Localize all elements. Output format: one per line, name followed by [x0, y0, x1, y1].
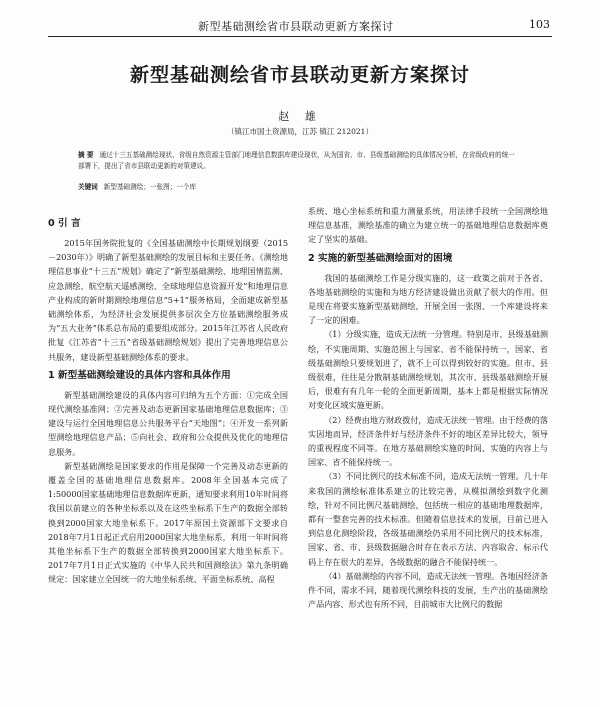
running-header — [48, 14, 552, 37]
author: 赵 雄 — [278, 110, 322, 123]
abstract — [78, 150, 518, 172]
abstract-text: 通过十三五基础测绘现状、省级自然资源主管部门地理信息数据库建设现状，从为国省、市、县级基础测绘的具体情况分析，在省级政府的统一部署下，提出了省市县联动更新的对策建议。 — [78, 151, 515, 170]
right-column — [308, 204, 548, 694]
running-title: 新型基础测绘省市县联动更新方案探讨 — [198, 20, 394, 33]
page-number: 103 — [529, 18, 550, 31]
keywords — [78, 182, 518, 193]
paragraph: （4）基础测绘的内容不同，造成无法统一管理。各地因经济条件不同，需求不同，随着现代测绘科技的发展，生产出的基础测绘产品内容、形式也有所不同，目前城市大比例尺的数据 — [308, 570, 548, 610]
paragraph: 新型基础测绘是国家要求的作用是保障一个完善及动态更新的覆盖全国的基础地理信息数据库。2008年全国基本完成了1:50000国家基础地理信息数据库更新，通知要求利用10年时间将我国以前建立的各种坐标系以及在这些坐标系下生产的数据全部转换到2000国家大地坐标系下。2017年原国土资源部下文要求自2018年7月1日起正式启用2000国家大地坐标系，利用一年时间将其他坐标系下生产的数据全部转换到2000国家大地坐标系下。2017年7月1日正式实施的《中华人民共和国测绘法》第九条明确规定：国家建立全国统一的大地坐标系统、平面坐标系统、高程 — [48, 460, 288, 585]
paragraph: （1）分级实施，造成无法统一分管理。特别是市、县级基础测绘，不实施周期、实施范围上与国家、省不能保持统一，国家、省级基础测绘只要规划进了，就不上可以得到较好的实施。但市、县级很难，往往是分散制基础测绘规划，其次市、县级基础测绘开展后，很难有有几年一轮的全面更新周期，基本上都是根据实际情况对变化区域实施更新。 — [308, 329, 548, 411]
affiliation: （镇江市国土资源局，江苏 镇江 212021） — [227, 127, 373, 136]
keywords-text: 新型基础测绘；一张图；一个库 — [103, 183, 197, 191]
section-heading-2: 2 实施的新型基础测绘面对的困境 — [308, 252, 453, 264]
paragraph: 新型基础测绘建设的具体内容可归纳为五个方面：①完成全国现代测绘基准网；②完善及动态更新国家基础地理信息数据库；③建设与运行全国地理信息公共服务平台“天地图”；④开发一系列新型测绘地理信息产品；⑤向社会、政府和公众提供及优化的地理信息服务。 — [48, 389, 288, 457]
section-heading-1: 1 新型基础测绘建设的具体内容和具体作用 — [48, 369, 231, 381]
keywords-label: 关键词 — [78, 183, 98, 191]
paragraph: 我国的基础测绘工作是分级实施的，这一政策之前对于各省、各地基础测绘的实施和为地方经济建设做出贡献了很大的作用。但是现在将要实施新型基础测绘，开展全国一张图、一个库建设将来了一定的困难。 — [308, 272, 548, 326]
paragraph: 系统、地心坐标系统和重力测量系统，用法律手段统一全国测绘地理信息基准，测绘基准的确立为建立统一的基础地理信息数据库奠定了坚实的基础。 — [308, 206, 548, 245]
paper-title: 新型基础测绘省市县联动更新方案探讨 — [129, 64, 470, 86]
left-column — [48, 210, 288, 700]
paragraph: （2）经费由地方财政拨付，造成无法统一管理。由于经费的落实因地而异，经济条件好与经济条件不好的地区差异比较大，领导的重视程度不同等。在地方基础测绘实施的时间、实施的内容上与国家、省不能保持统一。 — [308, 414, 548, 468]
section-heading-0: 0 引 言 — [48, 218, 81, 229]
paragraph: （3）不同比例尺的技术标准不同，造成无法统一管理。几十年来我国的测绘标准体系建立的比较完善，从模拟测绘到数字化测绘，针对不同比例尺基础测绘，包括统一相应的基础地理数据库，都有一整套完善的技术标准。但随着信息技术的发展，目前已进入到信息化测绘阶段，各级基础测绘仍采用不同比例尺的技术标准，国家、省、市、县级数据融合时存在表示方法、内容取舍、标示代码上存在很大的差异，各级数据的融合不能保持统一。 — [308, 471, 548, 567]
abstract-label: 摘 要 — [78, 151, 94, 159]
paragraph: 2015年国务院批复的《全国基础测绘中长期规划纲要（2015－2030年）》明确了新型基础测绘的发展目标和主要任务。《测绘地理信息事业“十三五”规划》确定了“新型基础测绘、地理国情监测、应急测绘、航空航天遥感测绘、全球地理信息资源开发”和地理信息产业构成的新时期测绘地理信息“5+1”服务格局，全面建成新型基础测绘体系，为经济社会发展提供多层次全方位基础测绘服务成为“五大业务”体系总布局的重要组成部分。2015年江苏省人民政府批复《江苏省“十三五”省级基础测绘规划》提出了完善地理信息公共服务，建设新型基础测绘体系的要求。 — [48, 238, 288, 362]
